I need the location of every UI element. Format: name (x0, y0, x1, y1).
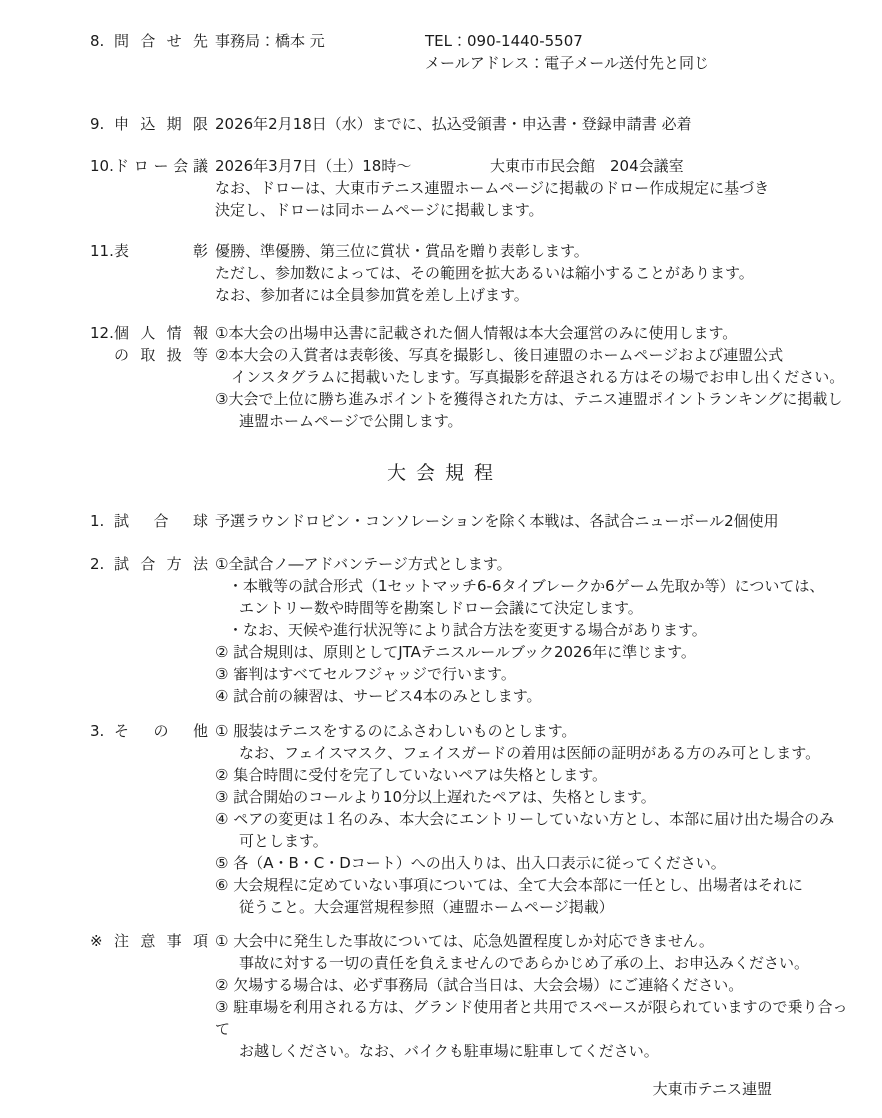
section-content (215, 30, 862, 74)
content-line: ③ 駐車場を利用される方は、グランド使用者と共用でスペースが限られていますので乗り合って (215, 998, 848, 1038)
content-line: 事故に対する一切の責任を負えませんのであらかじめ了承の上、お申込みください。 (239, 954, 810, 972)
content-line: ④ 試合前の練習は、サービス4本のみとします。 (215, 687, 542, 705)
content-line: ・本戦等の試合形式（1セットマッチ6-6タイブレークか6ゲーム先取か等）については、 (228, 577, 825, 595)
section-content (215, 113, 862, 135)
section-number: ※ (90, 932, 103, 950)
section-number: 1. (90, 512, 105, 530)
section-content (215, 510, 862, 532)
section-number: 10. (90, 157, 114, 175)
content-line: インスタグラムに掲載いたします。写真撮影を辞退される方はその場でお申し出ください。 (231, 368, 845, 386)
content-line: ⑥ 大会規程に定めていない事項については、全て大会本部に一任とし、出場者はそれに (215, 876, 803, 894)
content-line: 決定し、ドローは同ホームページに掲載します。 (215, 201, 544, 219)
section-label-line: 申 込 期 限 (114, 115, 208, 133)
content-line: 可とします。 (239, 832, 328, 850)
content-cell: 2026年3月7日（土）18時～ (215, 157, 412, 175)
content-line (215, 52, 862, 74)
section-label (114, 155, 208, 177)
section-content (215, 155, 862, 221)
section-label-line: 問 合 せ 先 (114, 32, 208, 50)
content-line: ④ ペアの変更は１名のみ、本大会にエントリーしていない方とし、本部に届け出た場合のみ (215, 810, 835, 828)
content-line: ② 試合規則は、原則としてJTAテニスルールブック2026年に準じます。 (215, 643, 696, 661)
section-draw-meeting (90, 155, 862, 221)
section-label-line: 試 合 方 法 (114, 555, 208, 573)
section-label (114, 720, 208, 742)
content-line: 従うこと。大会運営規程参照（連盟ホームページ掲載） (239, 898, 614, 916)
content-line: ③ 試合開始のコールより10分以上遅れたペアは、失格とします。 (215, 788, 656, 806)
section-label-line: 表 彰 (114, 242, 208, 260)
content-cell: メールアドレス：電子メール送付先と同じ (425, 54, 709, 72)
content-line: ② 集合時間に受付を完了していないペアは失格とします。 (215, 766, 608, 784)
section-awards (90, 240, 862, 306)
content-line: ③ 審判はすべてセルフジャッジで行います。 (215, 665, 516, 683)
content-line: なお、参加者には全員参加賞を差し上げます。 (215, 286, 529, 304)
content-line: ただし、参加数によっては、その範囲を拡大あるいは縮小することがあります。 (215, 264, 754, 282)
section-label (114, 30, 208, 52)
section-label (114, 510, 208, 532)
section-label-line: ドロー会議 (114, 157, 208, 175)
content-line: なお、ドローは、大東市テニス連盟ホームページに掲載のドロー作成規定に基づき (215, 179, 770, 197)
content-cell: 大東市市民会館 204会議室 (490, 157, 684, 175)
content-line: ① 服装はテニスをするのにふさわしいものとします。 (215, 722, 577, 740)
section-number: 9. (90, 115, 105, 133)
content-line: ⑤ 各（A・B・C・Dコート）への出入りは、出入口表示に従ってください。 (215, 854, 726, 872)
section-content (215, 720, 862, 918)
content-line: ①本大会の出場申込書に記載された個人情報は本大会運営のみに使用します。 (215, 324, 738, 342)
content-cell: TEL：090-1440-5507 (425, 32, 583, 50)
section-number: 8. (90, 32, 105, 50)
section-label-line: 試 合 球 (114, 512, 208, 530)
section-content (215, 553, 862, 707)
section-other (90, 720, 862, 918)
section-match-format (90, 553, 862, 707)
content-line: 予選ラウンドロビン・コンソレーションを除く本戦は、各試合ニューボール2個使用 (215, 512, 779, 530)
section-label-line: 注 意 事 項 (114, 932, 208, 950)
content-line: ② 欠場する場合は、必ず事務局（試合当日は、大会会場）にご連絡ください。 (215, 976, 744, 994)
content-line: 優勝、準優勝、第三位に賞状・賞品を贈り表彰します。 (215, 242, 589, 260)
federation-signature: 大東市テニス連盟 (652, 1080, 772, 1098)
section-label-line: 個 人 情 報 (114, 324, 208, 342)
section-label (114, 322, 208, 366)
section-contact (90, 30, 862, 74)
section-label (114, 930, 208, 952)
content-line: ②本大会の入賞者は表彰後、写真を撮影し、後日連盟のホームページおよび連盟公式 (215, 346, 784, 364)
content-line: なお、フェイスマスク、フェイスガードの着用は医師の証明がある方のみ可とします。 (239, 744, 821, 762)
content-line (215, 30, 862, 52)
rule-sections (90, 510, 862, 1062)
content-line: ①全試合ノ―アドバンテージ方式とします。 (215, 555, 512, 573)
section-deadline (90, 113, 862, 135)
content-line (215, 155, 862, 177)
section-content (215, 322, 862, 432)
content-line: エントリー数や時間等を勘案しドロー会議にて決定します。 (239, 599, 643, 617)
section-number: 3. (90, 722, 105, 740)
section-number: 12. (90, 324, 114, 342)
section-label (114, 113, 208, 135)
section-number: 2. (90, 555, 105, 573)
content-cell (215, 52, 425, 74)
section-personal-info (90, 322, 862, 432)
content-line: 連盟ホームページで公開します。 (239, 412, 463, 430)
rules-heading: 大 会 規 程 (386, 462, 496, 484)
section-content (215, 240, 862, 306)
content-line: 2026年2月18日（水）までに、払込受領書・申込書・登録申請書 必着 (215, 115, 692, 133)
section-notes (90, 930, 862, 1062)
section-match-balls (90, 510, 862, 532)
section-label (114, 240, 208, 262)
content-cell: 事務局：橋本 元 (215, 32, 325, 50)
section-label-line: の 取 扱 等 (114, 346, 208, 364)
section-label (114, 553, 208, 575)
section-number: 11. (90, 242, 114, 260)
section-label-line: そ の 他 (114, 722, 208, 740)
content-line: お越しください。なお、バイクも駐車場に駐車してください。 (239, 1042, 659, 1060)
content-line: ・なお、天候や進行状況等により試合方法を変更する場合があります。 (228, 621, 707, 639)
section-content (215, 930, 862, 1062)
content-line: ① 大会中に発生した事故については、応急処置程度しか対応できません。 (215, 932, 714, 950)
info-sections (90, 30, 862, 432)
content-line: ③大会で上位に勝ち進みポイントを獲得された方は、テニス連盟ポイントランキングに掲載し (215, 390, 843, 408)
